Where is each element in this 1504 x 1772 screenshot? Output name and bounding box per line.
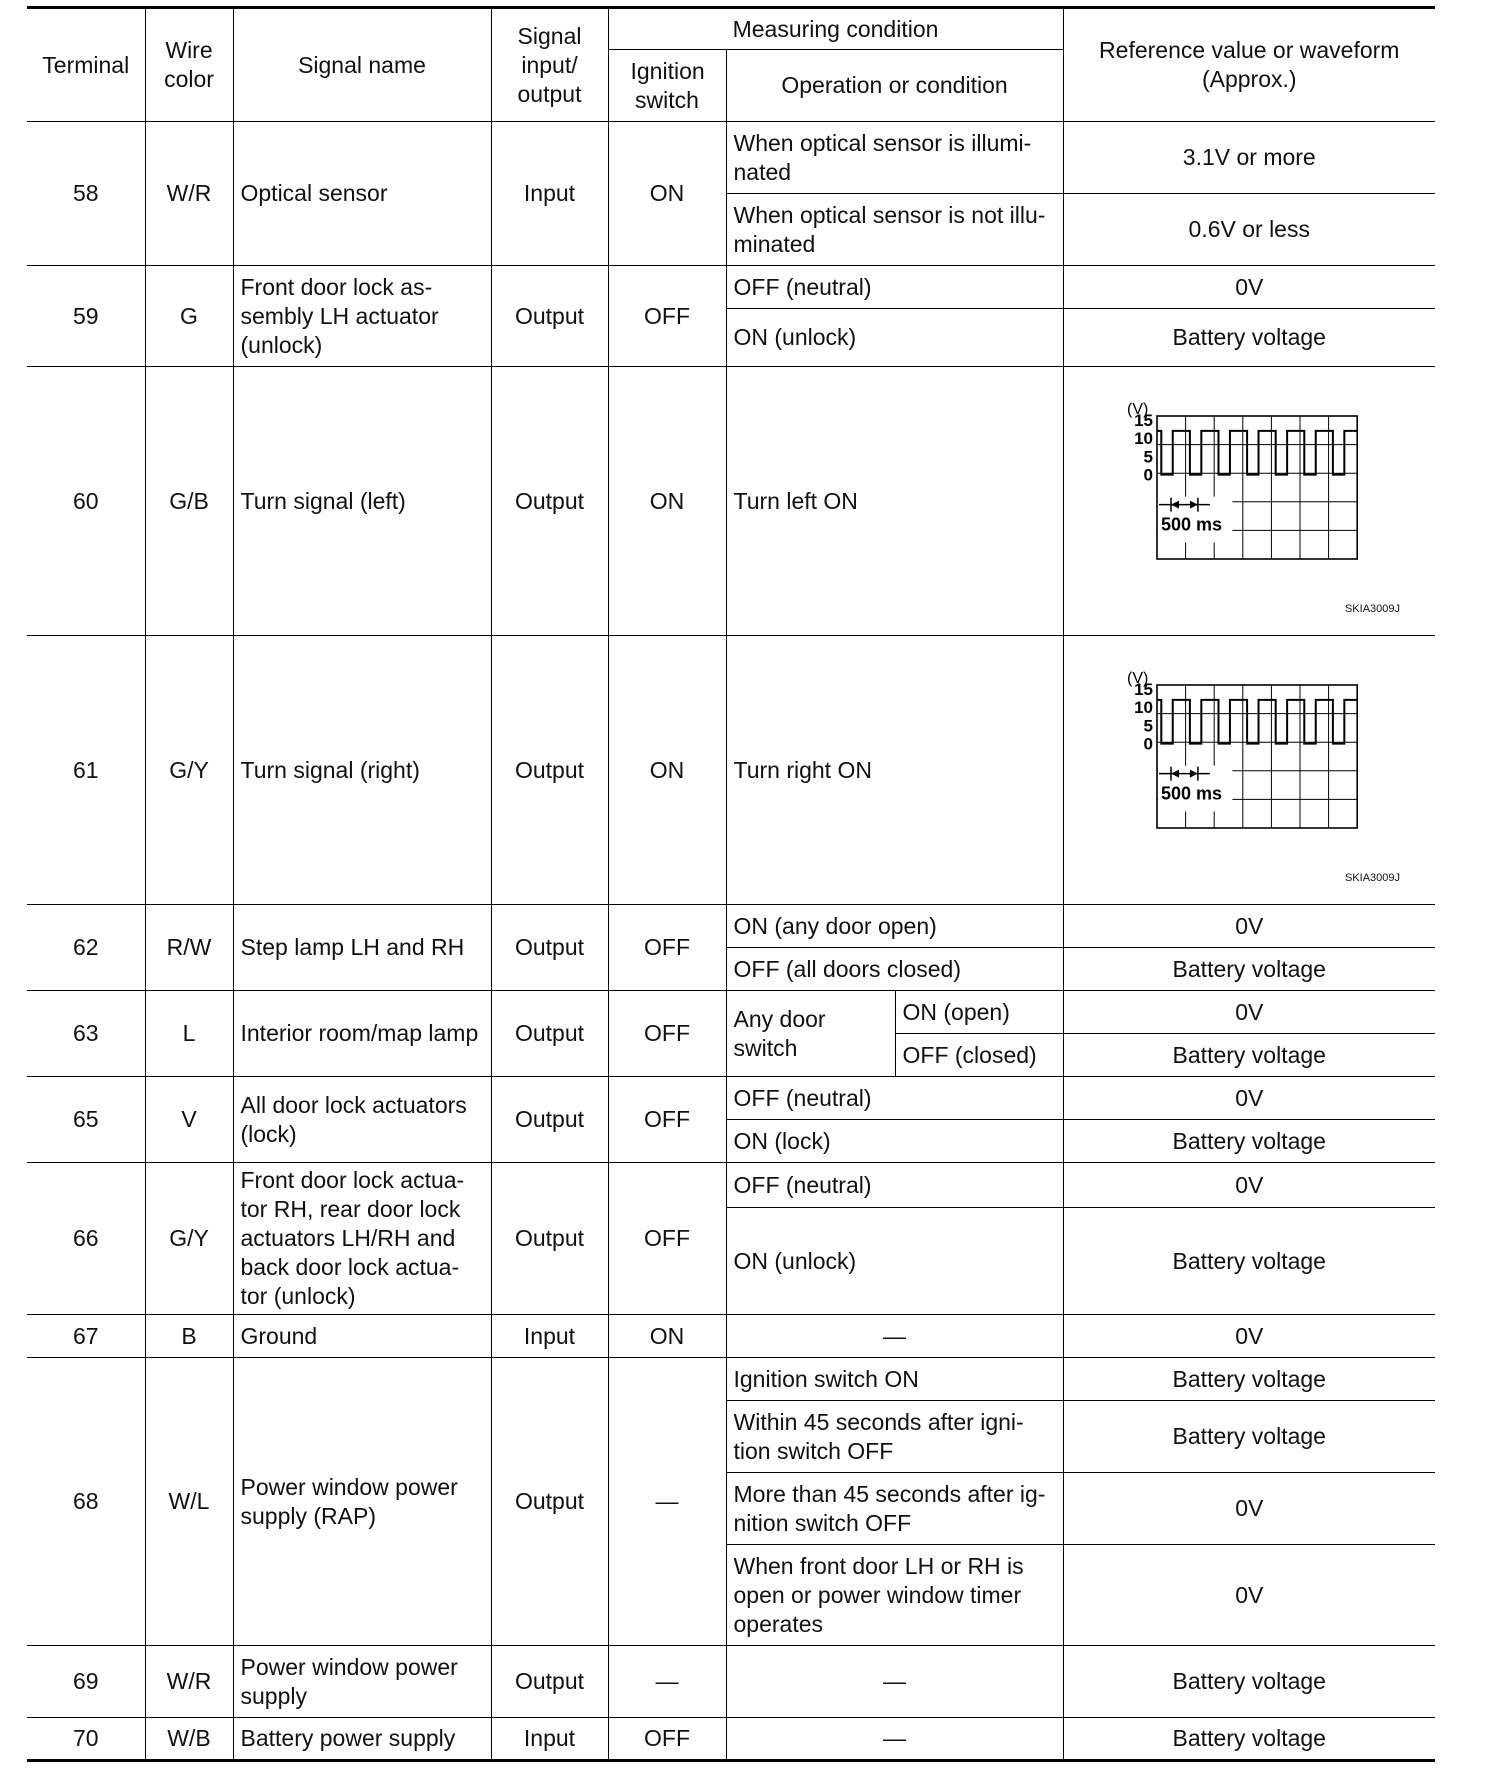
y-tick-label: 5	[1143, 716, 1153, 736]
signal-io-cell: Output	[491, 1163, 608, 1315]
header-operation: Operation or condition	[726, 50, 1063, 122]
table-row	[27, 1718, 1435, 1761]
reference-value-cell: 0V	[1063, 1315, 1435, 1358]
terminal-cell: 70	[27, 1718, 145, 1761]
waveform-cell	[1063, 636, 1435, 905]
y-tick-label: 15	[1133, 680, 1153, 699]
time-scale-label: 500 ms	[1160, 514, 1222, 535]
ignition-cell: OFF	[608, 905, 726, 991]
header-reference-value: Reference value or waveform (Approx.)	[1063, 8, 1435, 122]
signal-io-cell: Input	[491, 1718, 608, 1761]
signal-io-cell: Output	[491, 1646, 608, 1718]
reference-value-cell: 0V	[1063, 1545, 1435, 1646]
wire-color-cell: W/L	[145, 1358, 233, 1646]
terminal-spec-table	[27, 6, 1435, 1762]
operation-cell: ON (any door open)	[726, 905, 1063, 948]
header-signal-name: Signal name	[233, 8, 491, 122]
signal-io-cell: Output	[491, 266, 608, 367]
wire-color-cell: L	[145, 991, 233, 1077]
operation-cell: Ignition switch ON	[726, 1358, 1063, 1401]
ignition-cell: OFF	[608, 991, 726, 1077]
time-scale-label: 500 ms	[1160, 783, 1222, 804]
signal-name-cell: Power window power supply (RAP)	[233, 1358, 491, 1646]
operation-cell: OFF (neutral)	[726, 1163, 1063, 1208]
terminal-cell: 65	[27, 1077, 145, 1163]
waveform-plot	[1119, 669, 1359, 859]
operation-cell: When optical sensor is illumi-nated	[726, 122, 1063, 194]
terminal-cell: 67	[27, 1315, 145, 1358]
table-row	[27, 1358, 1435, 1401]
reference-value-cell: Battery voltage	[1063, 309, 1435, 367]
terminal-cell: 61	[27, 636, 145, 905]
wire-color-cell: W/B	[145, 1718, 233, 1761]
table-row	[27, 905, 1435, 948]
condition-group-cell: Any door switch	[726, 991, 895, 1077]
reference-value-cell: 0V	[1063, 1473, 1435, 1545]
signal-io-cell: Output	[491, 991, 608, 1077]
signal-name-cell: Front door lock as-sembly LH actuator (unlock)	[233, 266, 491, 367]
table-row	[27, 991, 1435, 1034]
reference-value-cell: Battery voltage	[1063, 1646, 1435, 1718]
wire-color-cell: G	[145, 266, 233, 367]
header-terminal: Terminal	[27, 8, 145, 122]
wire-color-cell: G/Y	[145, 1163, 233, 1315]
operation-cell: Turn left ON	[726, 367, 1063, 636]
wire-color-cell: G/B	[145, 367, 233, 636]
signal-name-cell: Ground	[233, 1315, 491, 1358]
header-ignition-switch: Ignition switch	[608, 50, 726, 122]
y-axis-unit: (V)	[1126, 401, 1148, 418]
operation-cell: ON (open)	[895, 991, 1063, 1034]
reference-value-cell: Battery voltage	[1063, 1120, 1435, 1163]
signal-name-cell: Optical sensor	[233, 122, 491, 266]
terminal-cell: 63	[27, 991, 145, 1077]
operation-cell: OFF (neutral)	[726, 1077, 1063, 1120]
reference-value-cell: 0V	[1063, 905, 1435, 948]
waveform-figure	[1071, 639, 1429, 901]
table-row	[27, 1077, 1435, 1120]
operation-cell: ON (unlock)	[726, 309, 1063, 367]
table-row	[27, 266, 1435, 309]
operation-cell: —	[726, 1718, 1063, 1761]
signal-io-cell: Output	[491, 367, 608, 636]
signal-io-cell: Output	[491, 1358, 608, 1646]
wire-color-cell: W/R	[145, 122, 233, 266]
ignition-cell: OFF	[608, 1077, 726, 1163]
signal-name-cell: Battery power supply	[233, 1718, 491, 1761]
signal-io-cell: Input	[491, 1315, 608, 1358]
signal-io-cell: Output	[491, 905, 608, 991]
waveform-trace	[1157, 700, 1357, 744]
reference-value-cell: 0V	[1063, 1077, 1435, 1120]
signal-io-cell: Input	[491, 122, 608, 266]
reference-value-cell: 0V	[1063, 1163, 1435, 1208]
signal-name-cell: Turn signal (left)	[233, 367, 491, 636]
terminal-cell: 66	[27, 1163, 145, 1315]
operation-cell: —	[726, 1315, 1063, 1358]
ignition-cell: OFF	[608, 266, 726, 367]
ignition-cell: OFF	[608, 1163, 726, 1315]
signal-name-cell: Front door lock actua-tor RH, rear door lock actuators LH/RH and back door lock actua-tor (unlock)	[233, 1163, 491, 1315]
signal-name-cell: Power window power supply	[233, 1646, 491, 1718]
waveform-trace	[1157, 431, 1357, 475]
operation-cell: ON (unlock)	[726, 1208, 1063, 1315]
reference-value-cell: 0V	[1063, 991, 1435, 1034]
ignition-cell: ON	[608, 122, 726, 266]
y-tick-label: 10	[1133, 698, 1153, 718]
waveform-figure	[1071, 370, 1429, 632]
operation-cell: Within 45 seconds after igni-tion switch OFF	[726, 1401, 1063, 1473]
signal-name-cell: All door lock actuators (lock)	[233, 1077, 491, 1163]
y-tick-label: 10	[1133, 429, 1153, 449]
reference-value-cell: Battery voltage	[1063, 1401, 1435, 1473]
ignition-cell: ON	[608, 367, 726, 636]
signal-io-cell: Output	[491, 1077, 608, 1163]
y-axis-unit: (V)	[1126, 670, 1148, 687]
y-tick-label: 0	[1143, 465, 1153, 485]
operation-cell: Turn right ON	[726, 636, 1063, 905]
signal-name-cell: Interior room/map lamp	[233, 991, 491, 1077]
terminal-cell: 59	[27, 266, 145, 367]
table-row	[27, 1646, 1435, 1718]
ignition-cell: OFF	[608, 1718, 726, 1761]
y-tick-label: 0	[1143, 734, 1153, 754]
operation-cell: OFF (all doors closed)	[726, 948, 1063, 991]
wire-color-cell: W/R	[145, 1646, 233, 1718]
waveform-cell	[1063, 367, 1435, 636]
terminal-cell: 58	[27, 122, 145, 266]
terminal-cell: 69	[27, 1646, 145, 1718]
operation-cell: ON (lock)	[726, 1120, 1063, 1163]
wire-color-cell: V	[145, 1077, 233, 1163]
table-row	[27, 636, 1435, 905]
reference-value-cell: Battery voltage	[1063, 1208, 1435, 1315]
terminal-cell: 60	[27, 367, 145, 636]
reference-value-cell: 3.1V or more	[1063, 122, 1435, 194]
figure-code: SKIA3009J	[1344, 872, 1401, 884]
signal-name-cell: Step lamp LH and RH	[233, 905, 491, 991]
operation-cell: OFF (closed)	[895, 1034, 1063, 1077]
operation-cell: OFF (neutral)	[726, 266, 1063, 309]
reference-value-cell: Battery voltage	[1063, 1358, 1435, 1401]
reference-value-cell: 0V	[1063, 266, 1435, 309]
operation-cell: When optical sensor is not illu-minated	[726, 194, 1063, 266]
header-signal-io: Signal input/ output	[491, 8, 608, 122]
signal-io-cell: Output	[491, 636, 608, 905]
waveform-plot	[1119, 400, 1359, 590]
reference-value-cell: Battery voltage	[1063, 1718, 1435, 1761]
y-tick-label: 15	[1133, 411, 1153, 430]
y-tick-label: 5	[1143, 447, 1153, 467]
wire-color-cell: B	[145, 1315, 233, 1358]
operation-cell: —	[726, 1646, 1063, 1718]
signal-name-cell: Turn signal (right)	[233, 636, 491, 905]
wire-color-cell: R/W	[145, 905, 233, 991]
operation-cell: When front door LH or RH is open or power window timer operates	[726, 1545, 1063, 1646]
reference-value-cell: 0.6V or less	[1063, 194, 1435, 266]
wire-color-cell: G/Y	[145, 636, 233, 905]
header-row-top	[27, 8, 1435, 50]
reference-value-cell: Battery voltage	[1063, 1034, 1435, 1077]
terminal-cell: 62	[27, 905, 145, 991]
ignition-cell: —	[608, 1358, 726, 1646]
table-row	[27, 122, 1435, 194]
operation-cell: More than 45 seconds after ig-nition switch OFF	[726, 1473, 1063, 1545]
table-row	[27, 1315, 1435, 1358]
ignition-cell: —	[608, 1646, 726, 1718]
table-row	[27, 1163, 1435, 1208]
terminal-cell: 68	[27, 1358, 145, 1646]
header-measuring-condition: Measuring condition	[608, 8, 1063, 50]
table-row	[27, 367, 1435, 636]
reference-value-cell: Battery voltage	[1063, 948, 1435, 991]
ignition-cell: ON	[608, 1315, 726, 1358]
figure-code: SKIA3009J	[1344, 603, 1401, 615]
ignition-cell: ON	[608, 636, 726, 905]
header-wire-color: Wire color	[145, 8, 233, 122]
